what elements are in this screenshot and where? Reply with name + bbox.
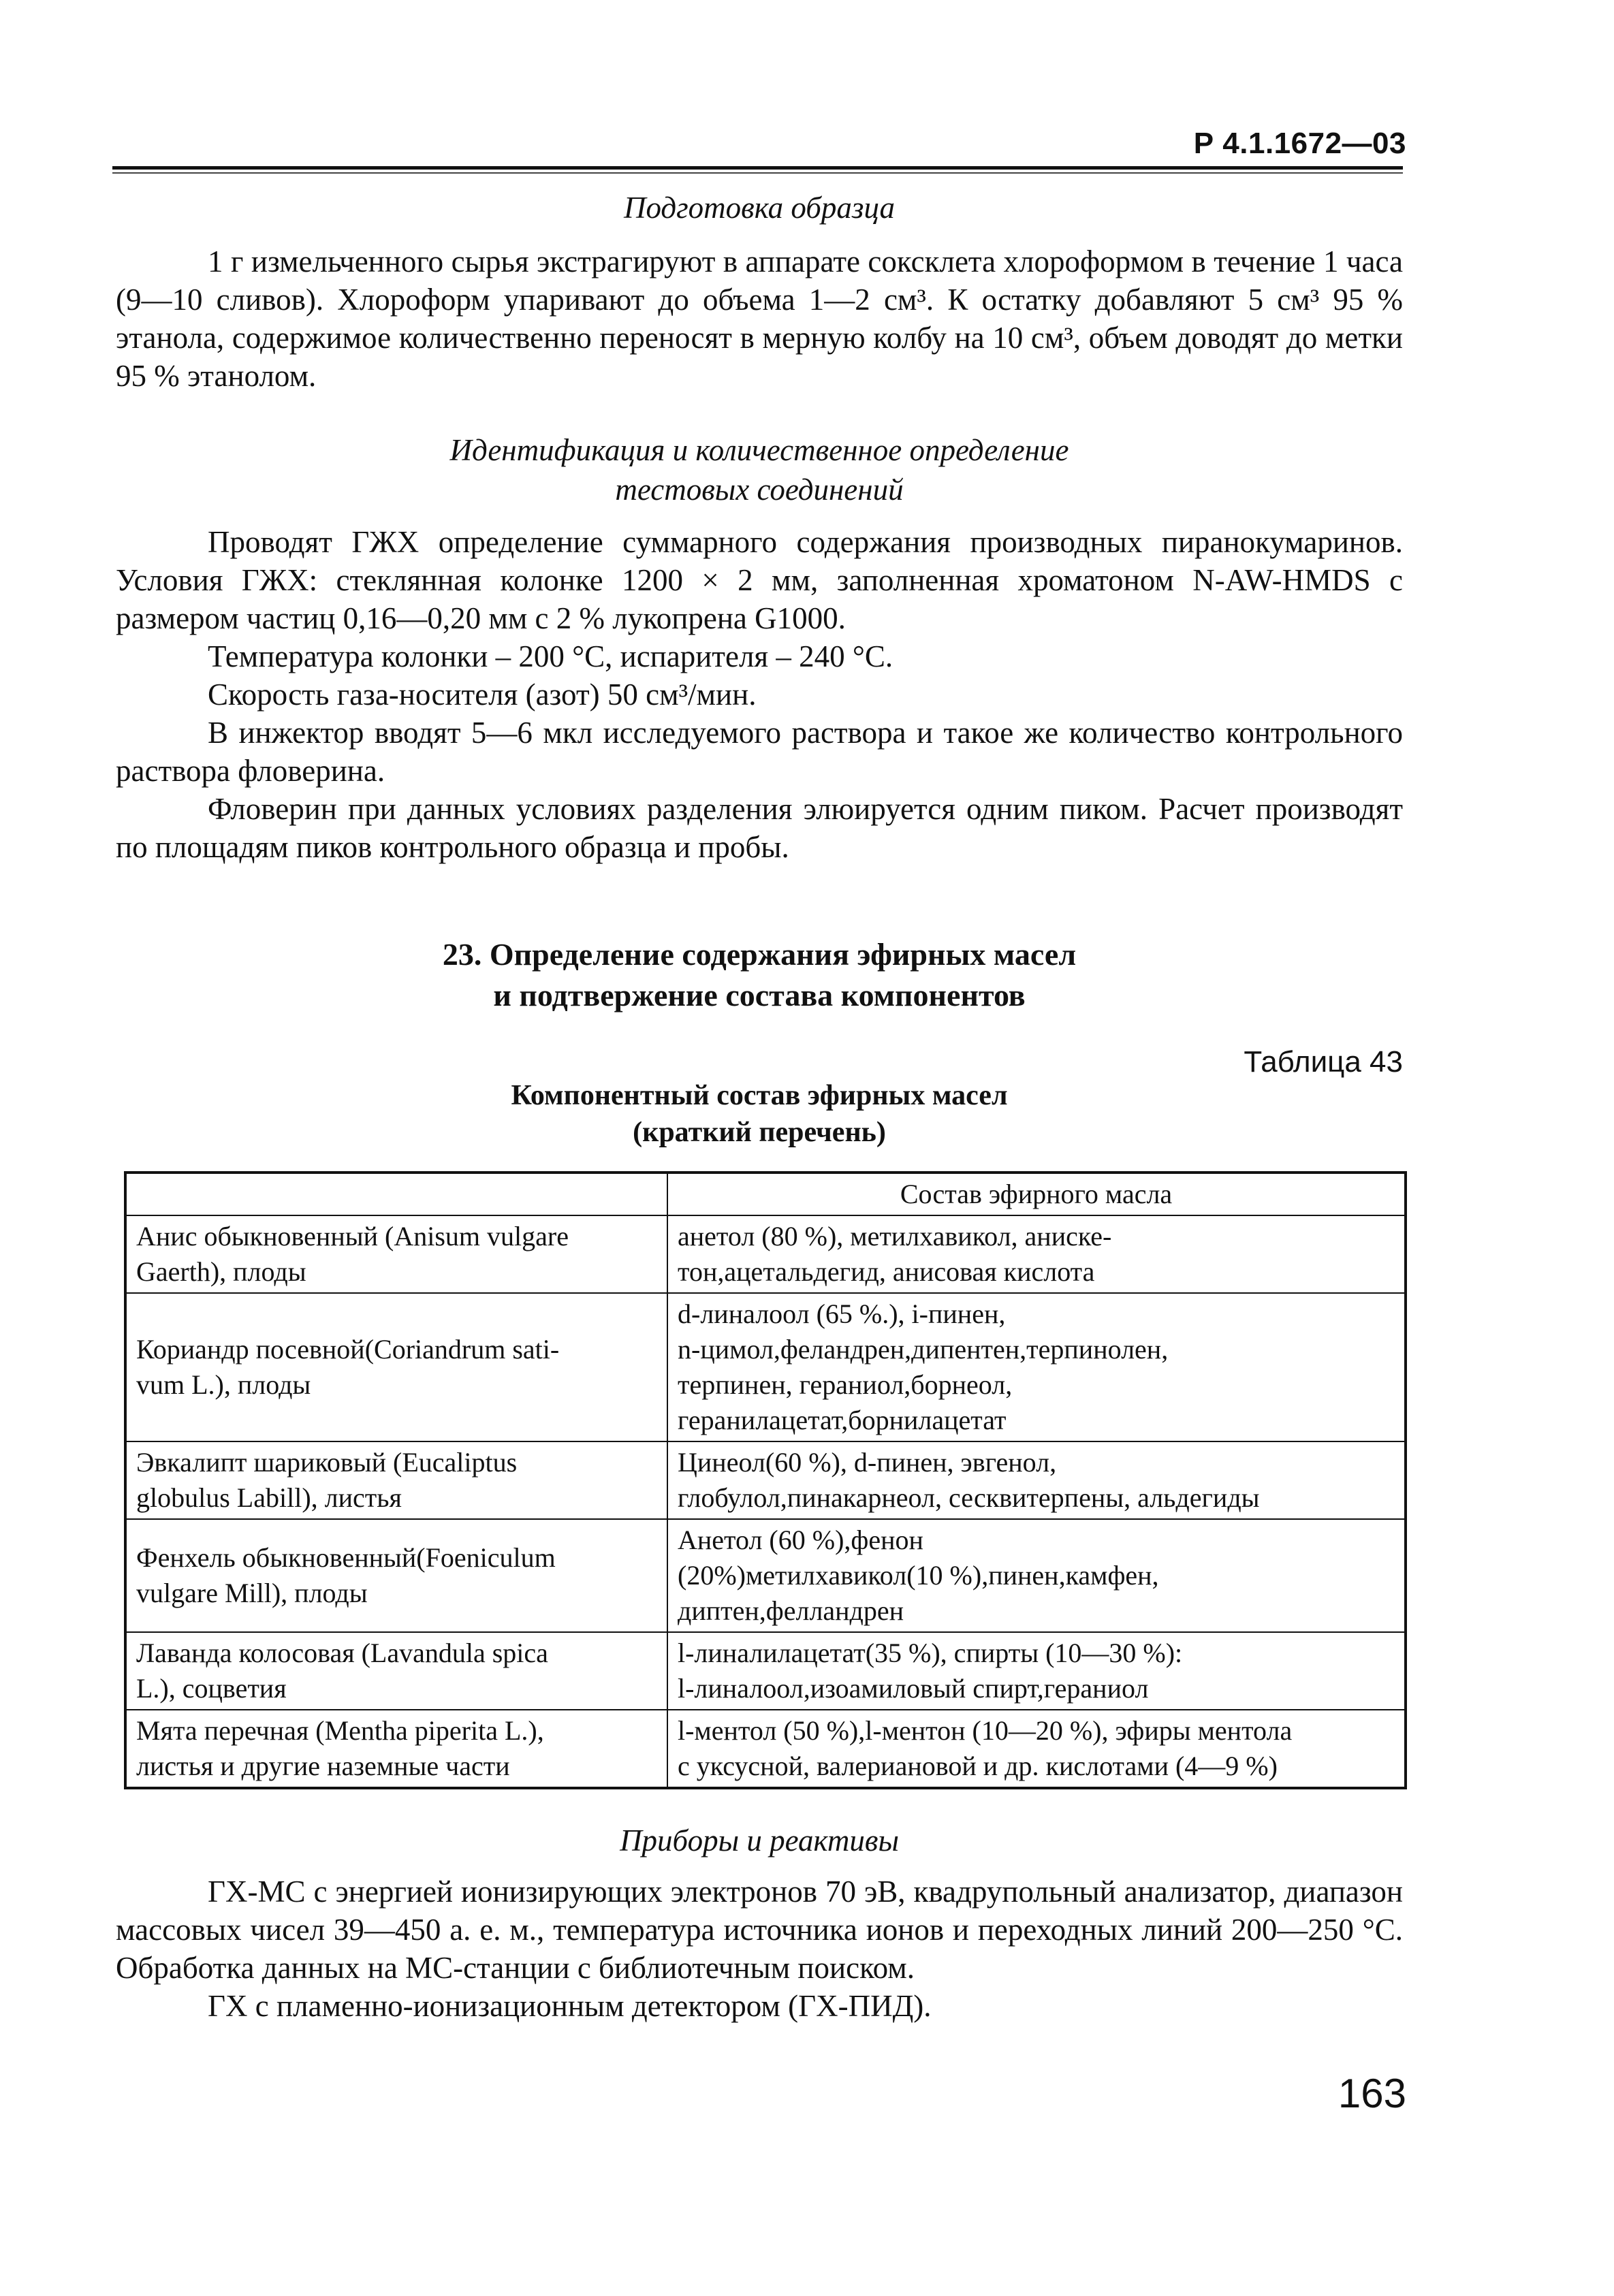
composition-line: геранилацетат,борнилацетат: [678, 1405, 1007, 1435]
table-row: [125, 1710, 1406, 1788]
identification-p1: Проводят ГЖХ определение суммарного содержания производных пиранокумаринов. Условия ГЖХ: стеклянная колонке 1200 × 2 мм, заполненная хроматоном N-AW-HMDS с размером частиц 0,16—0,20 мм с 2 % лукопрена G1000.: [116, 525, 1403, 635]
table-body: [125, 1215, 1406, 1788]
composition-line: l-линалилацетат(35 %), спирты (10—30 %):: [678, 1638, 1183, 1668]
plant-cell: [125, 1215, 667, 1293]
composition-cell: [667, 1441, 1406, 1519]
plant-cell: [125, 1293, 667, 1441]
composition-line: l-линалоол,изоамиловый спирт,гераниол: [678, 1673, 1149, 1704]
identification-heading-line1: Идентификация и количественное определение: [449, 433, 1069, 467]
identification-p2: Температура колонки – 200 °C, испарителя – 240 °C.: [208, 639, 893, 673]
instruments-heading: Приборы и реактивы: [620, 1823, 899, 1857]
table-row: [125, 1293, 1406, 1441]
composition-line: n-цимол,феландрен,дипентен,терпинолен,: [678, 1334, 1169, 1365]
essential-oils-table: [124, 1171, 1407, 1789]
table-caption-line1: Компонентный состав эфирных масел: [511, 1080, 1008, 1111]
plant-cell: [125, 1632, 667, 1710]
plant-line: globulus Labill), листья: [136, 1482, 402, 1513]
composition-line: с уксусной, валериановой и др. кислотами (4—9 %): [678, 1751, 1278, 1781]
composition-line: глобулол,пинакарнеол, сесквитерпены, альдегиды: [678, 1482, 1260, 1513]
identification-p4: В инжектор вводят 5—6 мкл исследуемого раствора и такое же количество контрольного раствора фловерина.: [116, 716, 1403, 788]
plant-line: Кориандр посевной(Coriandrum sati-: [136, 1334, 560, 1365]
plant-line: Мята перечная (Mentha piperita L.),: [136, 1715, 544, 1746]
composition-line: d-линалоол (65 %.), i-пинен,: [678, 1298, 1006, 1329]
table-row: [125, 1632, 1406, 1710]
table-row: [125, 1519, 1406, 1632]
section-23-title-line2: и подтвержение состава компонентов: [493, 978, 1026, 1013]
composition-line: тон,ацетальдегид, анисовая кислота: [678, 1256, 1095, 1287]
composition-line: (20%)метилхавикол(10 %),пинен,камфен,: [678, 1560, 1159, 1591]
identification-heading: [116, 430, 1403, 509]
instruments-p2: ГХ с пламенно-ионизационным детектором (ГХ-ПИД).: [208, 1989, 932, 2023]
table-row: [125, 1441, 1406, 1519]
table-caption: [116, 1077, 1403, 1151]
plant-line: Эвкалипт шариковый (Eucaliptus: [136, 1447, 518, 1478]
section-23-title: [116, 934, 1403, 1016]
plant-cell: [125, 1441, 667, 1519]
composition-line: l-ментол (50 %),l-ментон (10—20 %), эфиры ментола: [678, 1715, 1293, 1746]
composition-line: анетол (80 %), метилхавикол, аниске-: [678, 1221, 1112, 1251]
plant-line: Лаванда колосовая (Lavandula spica: [136, 1638, 548, 1668]
composition-cell: [667, 1519, 1406, 1632]
section-23-title-line1: 23. Определение содержания эфирных масел: [442, 937, 1077, 972]
sample-prep-text: 1 г измельченного сырья экстрагируют в аппарате соксклета хлороформом в течение 1 часа (9—10 сливов). Хлороформ упаривают до объема 1—2 см³. К остатку добавляют 5 см³ 95 % этанола, содержимое количественно переносят в мерную колбу на 10 см³, объем доводят до метки 95 % этанолом.: [116, 244, 1403, 393]
composition-line: терпинен, гераниол,борнеол,: [678, 1369, 1013, 1400]
composition-line: Анетол (60 %),фенон: [678, 1525, 923, 1555]
header-rule: [112, 166, 1403, 170]
header-rule-thin: [112, 172, 1403, 174]
identification-p3: Скорость газа-носителя (азот) 50 см³/мин.: [208, 677, 757, 712]
plant-line: vum L.), плоды: [136, 1369, 311, 1400]
page-number: 163: [1338, 2071, 1406, 2116]
table-header-row: [125, 1173, 1406, 1215]
plant-cell: [125, 1519, 667, 1632]
identification-p5: Фловерин при данных условиях разделения элюируется одним пиком. Расчет производят по площадям пиков контрольного образца и пробы.: [116, 792, 1403, 864]
instruments-p1: ГХ-МС с энергией ионизирующих электронов 70 эВ, квадрупольный анализатор, диапазон массовых чисел 39—450 а. е. м., температура источника ионов и переходных линий 200—250 °C. Обработка данных на МС-станции с библиотечным поиском.: [116, 1875, 1403, 1985]
plant-cell: [125, 1710, 667, 1788]
plant-line: Gaerth), плоды: [136, 1256, 306, 1287]
plant-line: Анис обыкновенный (Anisum vulgare: [136, 1221, 569, 1251]
page-content: [116, 184, 1403, 2025]
plant-line: L.), соцветия: [136, 1673, 287, 1704]
table-header-col1: [125, 1173, 667, 1215]
composition-cell: [667, 1710, 1406, 1788]
table-caption-line2: (краткий перечень): [633, 1117, 886, 1148]
composition-cell: [667, 1215, 1406, 1293]
table-header-col2: Состав эфирного масла: [667, 1173, 1406, 1215]
composition-line: Цинеол(60 %), d-пинен, эвгенол,: [678, 1447, 1057, 1478]
plant-line: vulgare Mill), плоды: [136, 1578, 368, 1608]
sample-prep-heading: Подготовка образца: [623, 191, 896, 225]
composition-cell: [667, 1632, 1406, 1710]
document-code: Р 4.1.1672—03: [1193, 127, 1406, 160]
composition-cell: [667, 1293, 1406, 1441]
composition-line: диптен,фелландрен: [678, 1595, 904, 1626]
plant-line: Фенхель обыкновенный(Foeniculum: [136, 1542, 556, 1573]
identification-heading-line2: тестовых соединений: [615, 473, 904, 507]
table-row: [125, 1215, 1406, 1293]
table-label: Таблица 43: [1244, 1045, 1403, 1079]
plant-line: листья и другие наземные части: [136, 1751, 510, 1781]
